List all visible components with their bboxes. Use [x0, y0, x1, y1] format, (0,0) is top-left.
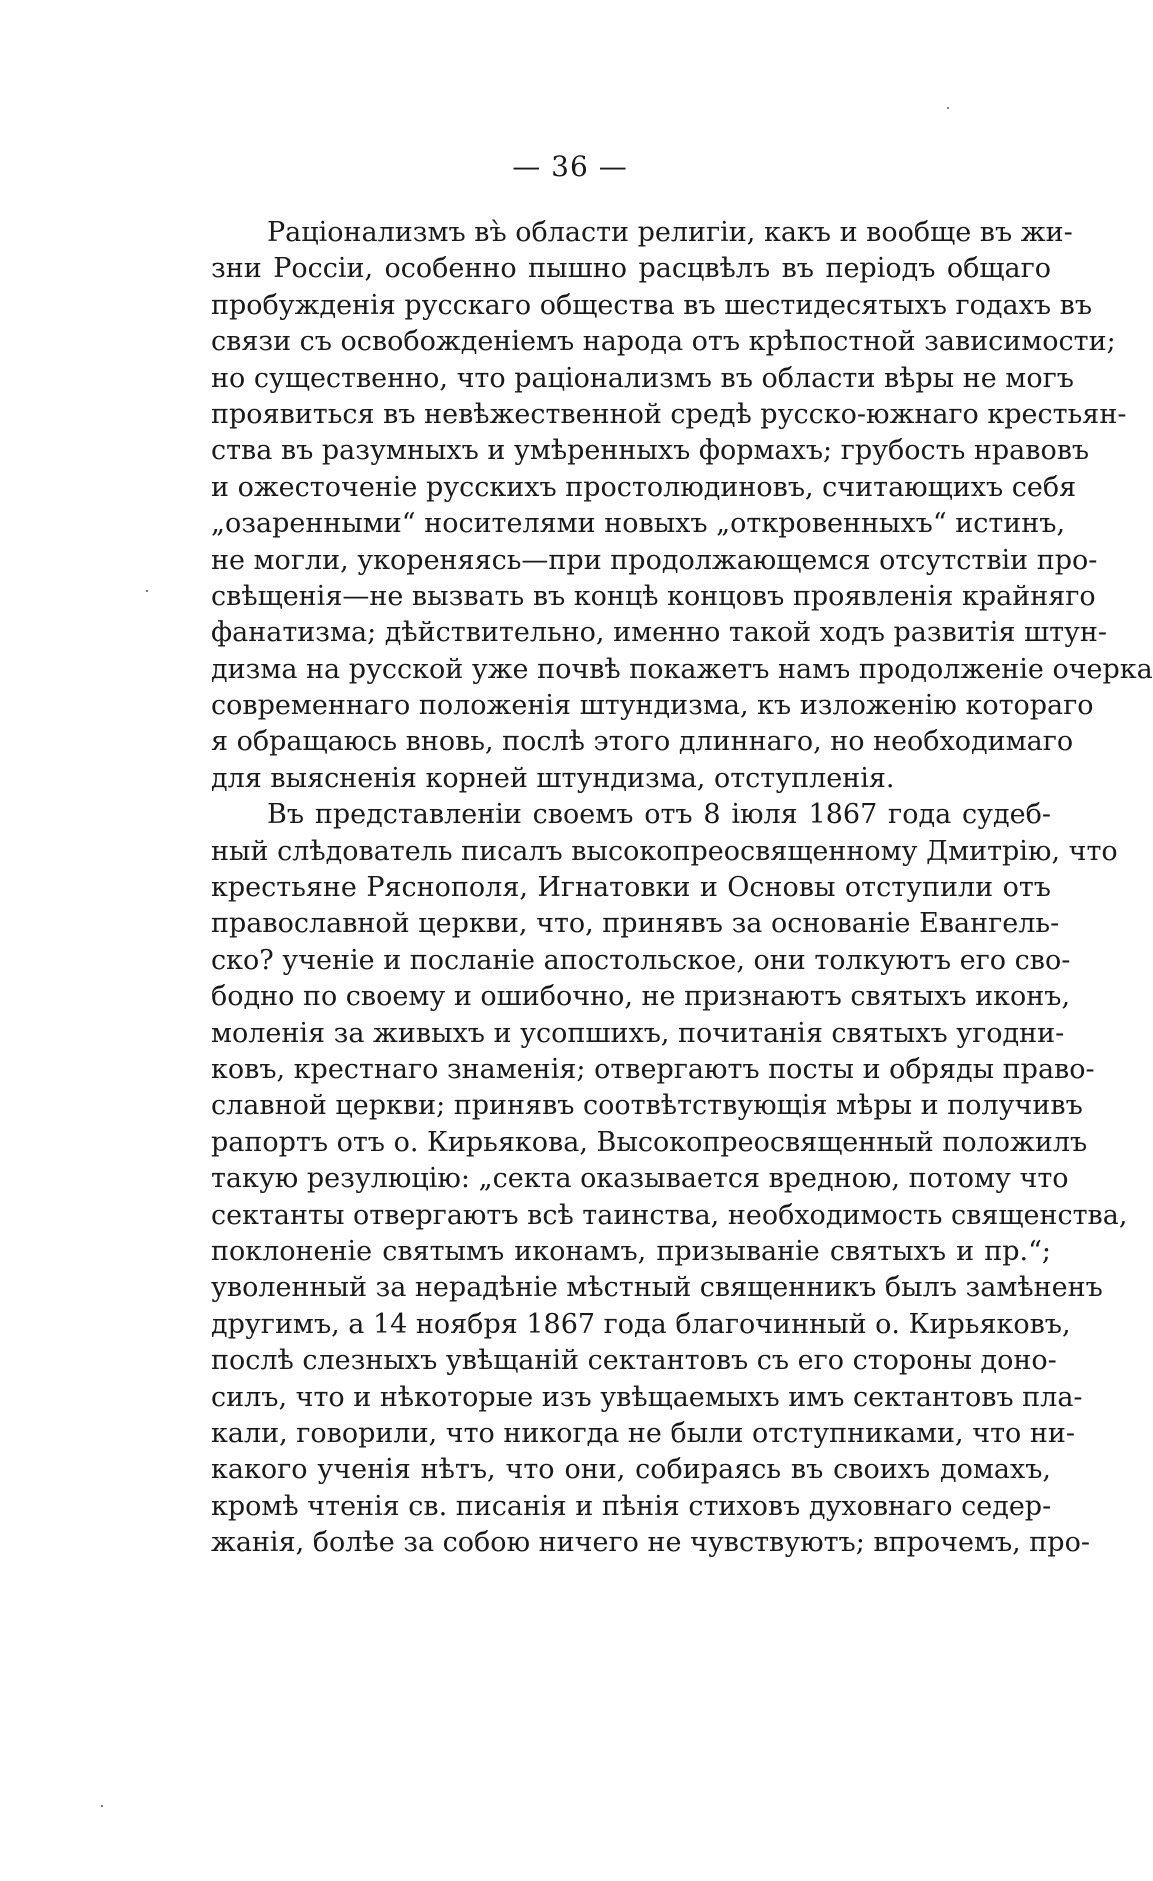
text-line: кали, говорили, что никогда не были отступниками, что ни- [211, 1417, 1075, 1449]
paragraph-1 [211, 215, 1153, 797]
text-line: силъ, что и нѣкоторые изъ увѣщаемыхъ имъ сектантовъ пла- [211, 1381, 1083, 1413]
text-line: сектанты отвергаютъ всѣ таинства, необходимость священства, [211, 1199, 1128, 1231]
text-line: послѣ слезныхъ увѣщаній сектантовъ съ его стороны доно- [211, 1345, 1057, 1377]
text-line: уволенный за нерадѣніе мѣстный священникъ былъ замѣненъ [211, 1272, 1103, 1304]
text-line: для выясненія корней штундизма, отступленія. [211, 762, 895, 794]
text-line: ско? ученіе и посланіе апостольское, они толкуютъ его сво- [211, 944, 1071, 976]
scan-speck [146, 590, 148, 592]
text-line: современнаго положенія штундизма, къ изложенію котораго [211, 690, 1094, 722]
text-line: „озаренными“ носителями новыхъ „откровенныхъ“ истинъ, [211, 508, 1066, 540]
text-line: рапортъ отъ о. Кирьякова, Высокопреосвященный положилъ [211, 1126, 1088, 1158]
text-line: не могли, укореняясь—при продолжающемся отсутствіи про- [211, 544, 1098, 576]
page-number: — 36 — [512, 150, 628, 183]
text-line: такую резулюцію: „секта оказывается вредною, потому что [211, 1163, 1069, 1195]
text-line: славной церкви; принявъ соотвѣтствующія мѣры и получивъ [211, 1090, 1083, 1122]
text-line: фанатизма; дѣйствительно, именно такой ходъ развитія штун- [211, 617, 1108, 649]
text-line: Въ представленіи своемъ отъ 8 іюля 1867 года судеб- [267, 799, 1051, 831]
text-line: я обращаюсь вновь, послѣ этого длиннаго, но необходимаго [211, 726, 1074, 758]
text-line: и ожесточеніе русскихъ простолюдиновъ, считающихъ себя [211, 471, 1077, 503]
text-line: ковъ, крестнаго знаменія; отвергаютъ посты и обряды право- [211, 1053, 1095, 1085]
text-line: ный слѣдователь писалъ высокопреосвященному Дмитрію, что [211, 835, 1118, 867]
text-line: пробужденія русскаго общества въ шестидесятыхъ годахъ въ [211, 289, 1093, 321]
text-line: но существенно, что раціонализмъ въ области вѣры не могъ [211, 362, 1074, 394]
paragraph-2 [211, 797, 1128, 1561]
text-line: крестьяне Ряснополя, Игнатовки и Основы отступили отъ [211, 872, 1051, 904]
text-line: кромѣ чтенія св. писанія и пѣнія стиховъ духовнаго седер- [211, 1490, 1052, 1522]
text-line: Раціонализмъ въ̀ области религіи, какъ и вообще въ жи- [267, 217, 1073, 248]
text-line: дизма на русской уже почвѣ покажетъ намъ продолженіе очерка [211, 653, 1153, 685]
text-line: моленія за живыхъ и усопшихъ, почитанія святыхъ угодни- [211, 1017, 1065, 1049]
scan-speck [101, 1805, 103, 1807]
text-line: проявиться въ невѣжественной средѣ русско-южнаго крестьян- [211, 398, 1127, 430]
text-line: бодно по своему и ошибочно, не признаютъ святыхъ иконъ, [211, 981, 1071, 1013]
text-line: свѣщенія—не вызвать въ концѣ концовъ проявленія крайняго [211, 580, 1096, 612]
text-line: православной церкви, что, принявъ за основаніе Евангель- [211, 908, 1060, 940]
text-line: жанія, болѣе за собою ничего не чувствуютъ; впрочемъ, про- [211, 1527, 1090, 1559]
text-line: другимъ, а 14 ноября 1867 года благочинный о. Кирьяковъ, [211, 1308, 1071, 1340]
text-line: какого ученія нѣтъ, что они, собираясь въ своихъ домахъ, [211, 1454, 1051, 1486]
text-line: ства въ разумныхъ и умѣренныхъ формахъ; грубость нравовъ [211, 435, 1090, 467]
text-line: поклоненіе святымъ иконамъ, призываніе святыхъ и пр.“; [211, 1235, 1051, 1267]
text-line: зни Россіи, особенно пышно расцвѣлъ въ періодъ общаго [211, 253, 1051, 285]
text-line: связи съ освобожденіемъ народа отъ крѣпостной зависимости; [211, 326, 1116, 358]
body-text [211, 215, 1153, 1561]
scan-speck [947, 107, 949, 109]
